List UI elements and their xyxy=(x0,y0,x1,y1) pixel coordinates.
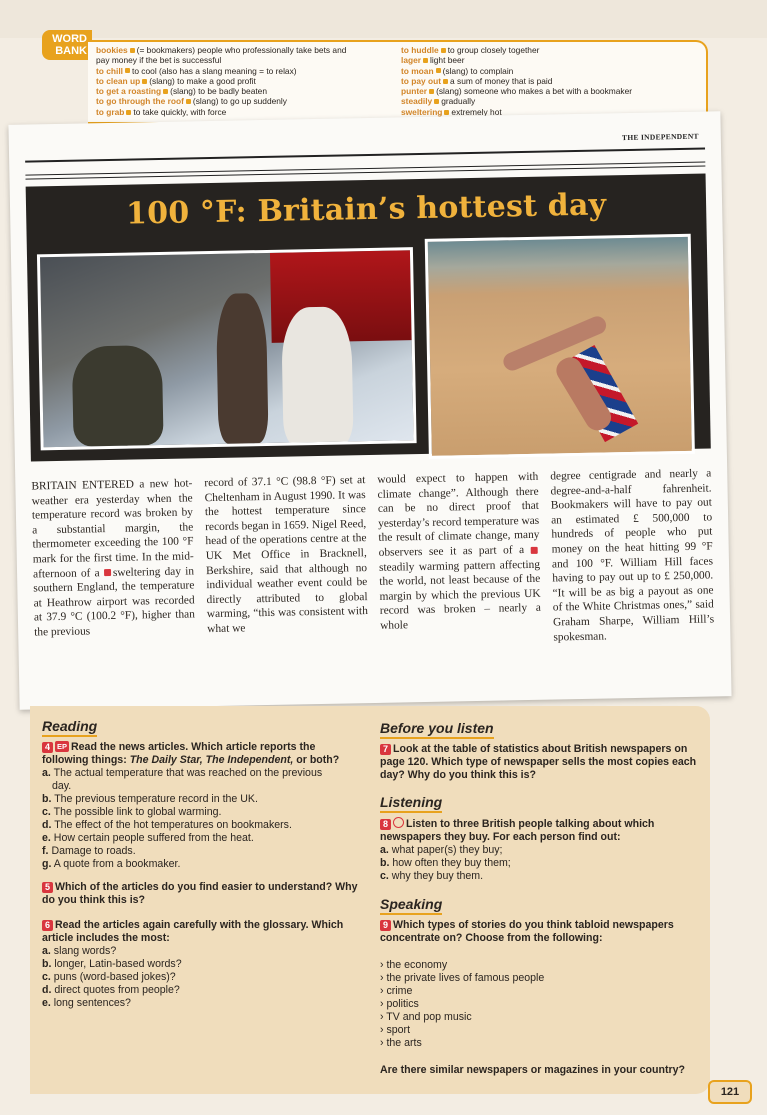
bullet-icon xyxy=(186,99,191,104)
bullet-icon xyxy=(444,110,449,115)
glossary-definition: (slang) to complain xyxy=(442,65,514,76)
article-column-2: record of 37.1 °C (98.8 °F) set at Cheltenham in August 1990. It was the hottest temperature since records began in 1659. Nigel Reed, head of the operations centre at the UK Met Office in Bracknell, Berkshire, said that although no individual weather event could be directly attributed to global warming, “this was consistent with what we xyxy=(204,474,368,636)
word-bank-tab xyxy=(42,30,92,60)
exam-practice-badge: EP xyxy=(57,742,68,751)
task-7 xyxy=(380,743,698,782)
list-item: b. how often they buy them; xyxy=(380,857,511,869)
listening-section xyxy=(380,794,698,883)
task-number-badge: 8 xyxy=(380,819,391,830)
page-number: 121 xyxy=(708,1080,752,1104)
glossary-definition: to group closely together xyxy=(447,45,540,55)
glossary-marker-icon xyxy=(531,547,538,554)
newspaper-masthead: THE INDEPENDENT xyxy=(621,131,699,143)
divider xyxy=(25,162,705,176)
word-bank-entry xyxy=(401,86,698,96)
list-item: a. slang words? xyxy=(42,945,117,957)
bullet-icon xyxy=(429,89,434,94)
bullet-icon xyxy=(443,79,448,84)
list-item: b. longer, Latin-based words? xyxy=(42,958,182,970)
glossary-definition: a sum of money that is paid xyxy=(450,75,553,86)
glossary-term: to go through the roof xyxy=(96,96,184,107)
task-instruction: Which of the articles do you find easier to understand? Why do you think this is? xyxy=(42,881,358,906)
article-text: BRITAIN ENTERED a new hot-weather era yesterday when the temperature record was broken by a substantial margin, the thermometer exceeding the 100 °F mark for the first time. In the mid-afternoon of a xyxy=(31,477,194,581)
glossary-definition: pay money if the bet is successful xyxy=(96,55,222,66)
task-number-badge: 9 xyxy=(380,920,391,931)
task-instruction: Listen to three British people talking about which newspapers they buy. For each person find out: xyxy=(380,818,655,843)
glossary-term: to moan xyxy=(401,65,434,76)
fountain-photo xyxy=(37,247,417,450)
task-number-badge: 6 xyxy=(42,920,53,931)
article-column-3 xyxy=(377,470,541,648)
final-question: Are there similar newspapers or magazines in your country? xyxy=(380,1064,685,1076)
bullet-icon xyxy=(423,58,428,63)
word-bank-entry xyxy=(96,76,393,86)
glossary-term: bookies xyxy=(96,45,128,55)
task-newspaper-names: The Daily Star, The Independent, xyxy=(129,754,294,766)
task-8 xyxy=(380,817,698,844)
glossary-definition: extremely hot xyxy=(451,106,502,117)
glossary-definition: to take quickly, with force xyxy=(133,106,227,117)
person-shape xyxy=(72,345,164,447)
word-bank-label-1: WORD xyxy=(52,33,87,45)
glossary-term: to chill xyxy=(96,65,123,76)
word-bank-entry xyxy=(401,45,698,55)
list-item: a. The actual temperature that was reached on the previous xyxy=(42,767,323,779)
word-bank-left-column xyxy=(96,45,393,117)
glossary-term: to get a roasting xyxy=(96,86,162,97)
glossary-definition: (slang) to be badly beaten xyxy=(170,86,268,97)
glossary-term: sweltering xyxy=(401,106,443,117)
task-number-badge: 5 xyxy=(42,882,53,893)
word-bank-entry xyxy=(401,96,698,106)
word-bank-entry xyxy=(96,86,393,96)
bullet-icon xyxy=(434,99,439,104)
glossary-definition: gradually xyxy=(441,96,476,107)
list-item: › TV and pop music xyxy=(380,1011,472,1023)
glossary-term: to huddle xyxy=(401,45,439,55)
audio-cd-icon xyxy=(393,817,404,828)
article-columns xyxy=(31,466,714,654)
glossary-term: to clean up xyxy=(96,75,141,86)
bullet-icon xyxy=(163,89,168,94)
list-item: e. long sentences? xyxy=(42,997,131,1009)
glossary-definition: (slang) someone who makes a bet with a bookmaker xyxy=(436,86,633,97)
bullet-icon xyxy=(441,48,446,53)
word-bank-entry xyxy=(401,66,698,76)
word-bank-entry xyxy=(96,45,393,55)
word-bank-entry xyxy=(401,55,698,65)
person-shape xyxy=(281,306,354,447)
task-number-badge: 4 xyxy=(42,742,53,753)
task-instruction: Read the articles again carefully with the glossary. Which article includes the most: xyxy=(42,919,344,944)
glossary-term: lager xyxy=(401,55,422,66)
list-item: › the private lives of famous people xyxy=(380,972,545,984)
article-text: steadily warming pattern affecting the world, not least because of the margin by which the previous UK record was broken – nearly a whole xyxy=(378,558,541,632)
glossary-definition: (slang) to make a good profit xyxy=(149,75,256,86)
list-item: › the arts xyxy=(380,1037,422,1049)
task-6 xyxy=(42,919,362,945)
list-item: day. xyxy=(52,780,72,792)
list-item: e. How certain people suffered from the heat. xyxy=(42,832,254,844)
list-item: › politics xyxy=(380,998,419,1010)
list-item: a. what paper(s) they buy; xyxy=(380,844,503,856)
task-instruction-end: or both? xyxy=(296,754,340,766)
list-item: d. The effect of the hot temperatures on bookmakers. xyxy=(42,819,292,831)
section-title-reading: Reading xyxy=(42,718,97,737)
headline-band xyxy=(26,174,711,462)
list-item: f. Damage to roads. xyxy=(42,845,136,857)
glossary-marker-icon xyxy=(104,569,111,576)
bullet-icon xyxy=(436,68,441,73)
task-4 xyxy=(42,741,362,767)
task-instruction: Which types of stories do you think tabloid newspapers concentrate on? Choose from the following: xyxy=(380,919,674,944)
article-column-1 xyxy=(31,476,195,654)
word-bank-entry xyxy=(96,96,393,106)
beach-photo xyxy=(425,234,695,459)
word-bank-entry xyxy=(401,76,698,86)
speaking-section xyxy=(380,896,698,1077)
before-listen-section xyxy=(380,720,698,782)
bullet-icon xyxy=(130,48,135,53)
glossary-term: steadily xyxy=(401,96,433,107)
task-number-badge: 7 xyxy=(380,744,391,755)
list-item: g. A quote from a bookmaker. xyxy=(42,858,181,870)
list-item: c. why they buy them. xyxy=(380,870,484,882)
word-bank xyxy=(88,40,708,124)
task-instruction: Read the news articles. Which article reports the following things: xyxy=(42,741,316,766)
section-title-listening: Listening xyxy=(380,794,442,813)
bullet-icon xyxy=(126,110,131,115)
list-item: › crime xyxy=(380,985,413,997)
word-bank-label-2: BANK xyxy=(55,45,87,57)
glossary-definition: (= bookmakers) people who professionally take bets and xyxy=(136,45,347,55)
list-item: › the economy xyxy=(380,959,448,971)
glossary-definition: (slang) to go up suddenly xyxy=(192,96,287,107)
article-column-4: degree centigrade and nearly a degree-and-a-half fahrenheit. Bookmakers will have to pay out an estimated £ 500,000 to hundreds of people who put money on the heat hitting 99 °F and 100 °F. William Hill faces having to pay out up to £ 250,000. “It will be as big a payout as one of the White Christmas ones,” said Graham Sharpe, William Hill’s spokesman. xyxy=(550,467,715,644)
glossary-term: punter xyxy=(401,86,428,97)
word-bank-right-column xyxy=(401,45,698,117)
article-text: sweltering day in southern England, the temperature at Heathrow airport was recorded at 37.9 °C (100.2 °F), higher than the previous xyxy=(33,564,196,639)
newspaper-clipping xyxy=(8,111,731,710)
task-5 xyxy=(42,881,362,907)
word-bank-entry xyxy=(96,107,393,117)
list-item: b. The previous temperature record in the UK. xyxy=(42,793,258,805)
glossary-definition: light beer xyxy=(430,55,465,66)
glossary-term: to grab xyxy=(96,106,125,117)
list-item: c. puns (word-based jokes)? xyxy=(42,971,176,983)
list-item: c. The possible link to global warming. xyxy=(42,806,222,818)
bullet-icon xyxy=(142,79,147,84)
page-top-band xyxy=(0,0,767,38)
list-item: › sport xyxy=(380,1024,411,1036)
glossary-term: to pay out xyxy=(401,75,442,86)
task-instruction: Look at the table of statistics about British newspapers on page 120. Which type of newspaper sells the most copies each day? Why do you think this is? xyxy=(380,743,697,781)
person-shape xyxy=(216,293,269,444)
reading-section xyxy=(42,718,362,1010)
section-title-speaking: Speaking xyxy=(380,896,442,915)
task-9 xyxy=(380,919,698,945)
bullet-icon xyxy=(125,68,130,73)
list-item: d. direct quotes from people? xyxy=(42,984,180,996)
glossary-definition: to cool (also has a slang meaning = to relax) xyxy=(132,65,297,76)
section-title-before-listen: Before you listen xyxy=(380,720,494,739)
divider xyxy=(25,148,705,163)
article-text: would expect to happen with climate change”. Although there can be no direct proof that yesterday’s record temperature was the result of climate change, many observers see it as part of a xyxy=(377,470,540,559)
word-bank-entry xyxy=(96,66,393,76)
word-bank-entry xyxy=(96,55,393,65)
article-headline: 100 °F: Britain’s hottest day xyxy=(125,187,607,232)
